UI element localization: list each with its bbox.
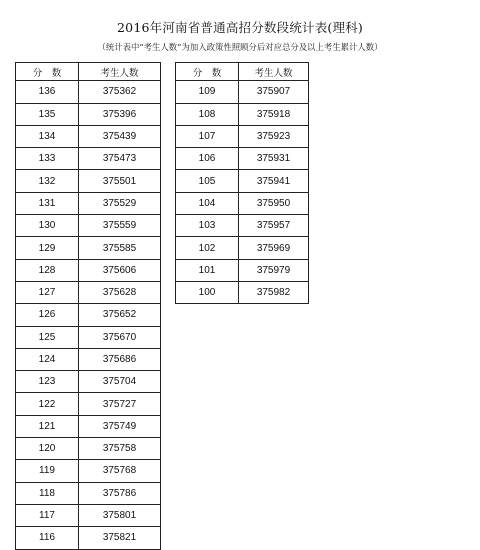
table-row <box>16 103 161 125</box>
count-cell: 375931 <box>239 148 309 170</box>
table-note: （统计表中“考生人数”为加入政策性照顾分后对应总分及以上考生累计人数） <box>97 42 383 52</box>
score-column-header: 分 数 <box>176 63 239 81</box>
table-row <box>16 125 161 147</box>
count-cell: 375686 <box>79 348 161 370</box>
score-cell: 128 <box>16 259 79 281</box>
score-cell: 105 <box>176 170 239 192</box>
score-cell: 122 <box>16 393 79 415</box>
count-cell: 375907 <box>239 81 309 103</box>
table-row <box>16 237 161 259</box>
table-row <box>16 326 161 348</box>
table-row <box>176 259 309 281</box>
score-cell: 135 <box>16 103 79 125</box>
score-cell: 129 <box>16 237 79 259</box>
count-cell: 375918 <box>239 103 309 125</box>
score-cell: 127 <box>16 281 79 303</box>
table-header-row <box>176 63 309 81</box>
table-row <box>16 215 161 237</box>
score-cell: 102 <box>176 237 239 259</box>
count-cell: 375439 <box>79 125 161 147</box>
score-cell: 132 <box>16 170 79 192</box>
count-cell: 375727 <box>79 393 161 415</box>
count-cell: 375801 <box>79 504 161 526</box>
count-cell: 375704 <box>79 371 161 393</box>
score-cell: 103 <box>176 215 239 237</box>
count-cell: 375957 <box>239 215 309 237</box>
count-cell: 375982 <box>239 281 309 303</box>
count-cell: 375529 <box>79 192 161 214</box>
table-row <box>16 170 161 192</box>
count-cell: 375969 <box>239 237 309 259</box>
table-row <box>16 371 161 393</box>
table-row <box>16 415 161 437</box>
score-cell: 116 <box>16 527 79 549</box>
score-cell: 136 <box>16 81 79 103</box>
table-row <box>16 148 161 170</box>
count-cell: 375670 <box>79 326 161 348</box>
score-cell: 101 <box>176 259 239 281</box>
score-cell: 117 <box>16 504 79 526</box>
score-cell: 119 <box>16 460 79 482</box>
score-cell: 118 <box>16 482 79 504</box>
count-cell: 375758 <box>79 438 161 460</box>
table-row <box>176 170 309 192</box>
table-row <box>176 81 309 103</box>
score-table-right <box>175 62 309 304</box>
score-table-left <box>15 62 161 550</box>
score-cell: 109 <box>176 81 239 103</box>
count-cell: 375473 <box>79 148 161 170</box>
table-row <box>16 460 161 482</box>
count-column-header: 考生人数 <box>79 63 161 81</box>
table-row <box>16 504 161 526</box>
count-cell: 375501 <box>79 170 161 192</box>
table-row <box>16 192 161 214</box>
count-cell: 375559 <box>79 215 161 237</box>
score-cell: 108 <box>176 103 239 125</box>
count-cell: 375585 <box>79 237 161 259</box>
table-row <box>16 527 161 549</box>
count-cell: 375821 <box>79 527 161 549</box>
count-cell: 375979 <box>239 259 309 281</box>
score-cell: 104 <box>176 192 239 214</box>
count-column-header: 考生人数 <box>239 63 309 81</box>
table-row <box>176 281 309 303</box>
score-cell: 121 <box>16 415 79 437</box>
score-column-header: 分 数 <box>16 63 79 81</box>
score-cell: 124 <box>16 348 79 370</box>
count-cell: 375749 <box>79 415 161 437</box>
score-cell: 120 <box>16 438 79 460</box>
score-cell: 106 <box>176 148 239 170</box>
count-cell: 375362 <box>79 81 161 103</box>
count-cell: 375950 <box>239 192 309 214</box>
table-row <box>16 281 161 303</box>
table-row <box>16 81 161 103</box>
score-cell: 131 <box>16 192 79 214</box>
table-row <box>176 125 309 147</box>
table-header-row <box>16 63 161 81</box>
score-cell: 130 <box>16 215 79 237</box>
count-cell: 375786 <box>79 482 161 504</box>
table-row <box>176 192 309 214</box>
score-cell: 125 <box>16 326 79 348</box>
score-cell: 133 <box>16 148 79 170</box>
score-cell: 134 <box>16 125 79 147</box>
table-row <box>16 304 161 326</box>
count-cell: 375628 <box>79 281 161 303</box>
count-cell: 375941 <box>239 170 309 192</box>
count-cell: 375606 <box>79 259 161 281</box>
table-row <box>16 259 161 281</box>
table-row <box>16 393 161 415</box>
count-cell: 375396 <box>79 103 161 125</box>
count-cell: 375652 <box>79 304 161 326</box>
table-row <box>16 482 161 504</box>
count-cell: 375768 <box>79 460 161 482</box>
score-cell: 100 <box>176 281 239 303</box>
page-title: 2016年河南省普通高招分数段统计表(理科) <box>117 20 363 35</box>
score-cell: 107 <box>176 125 239 147</box>
table-row <box>176 103 309 125</box>
table-row <box>176 148 309 170</box>
count-cell: 375923 <box>239 125 309 147</box>
score-cell: 126 <box>16 304 79 326</box>
table-row <box>16 348 161 370</box>
table-row <box>176 215 309 237</box>
score-cell: 123 <box>16 371 79 393</box>
table-row <box>16 438 161 460</box>
table-row <box>176 237 309 259</box>
